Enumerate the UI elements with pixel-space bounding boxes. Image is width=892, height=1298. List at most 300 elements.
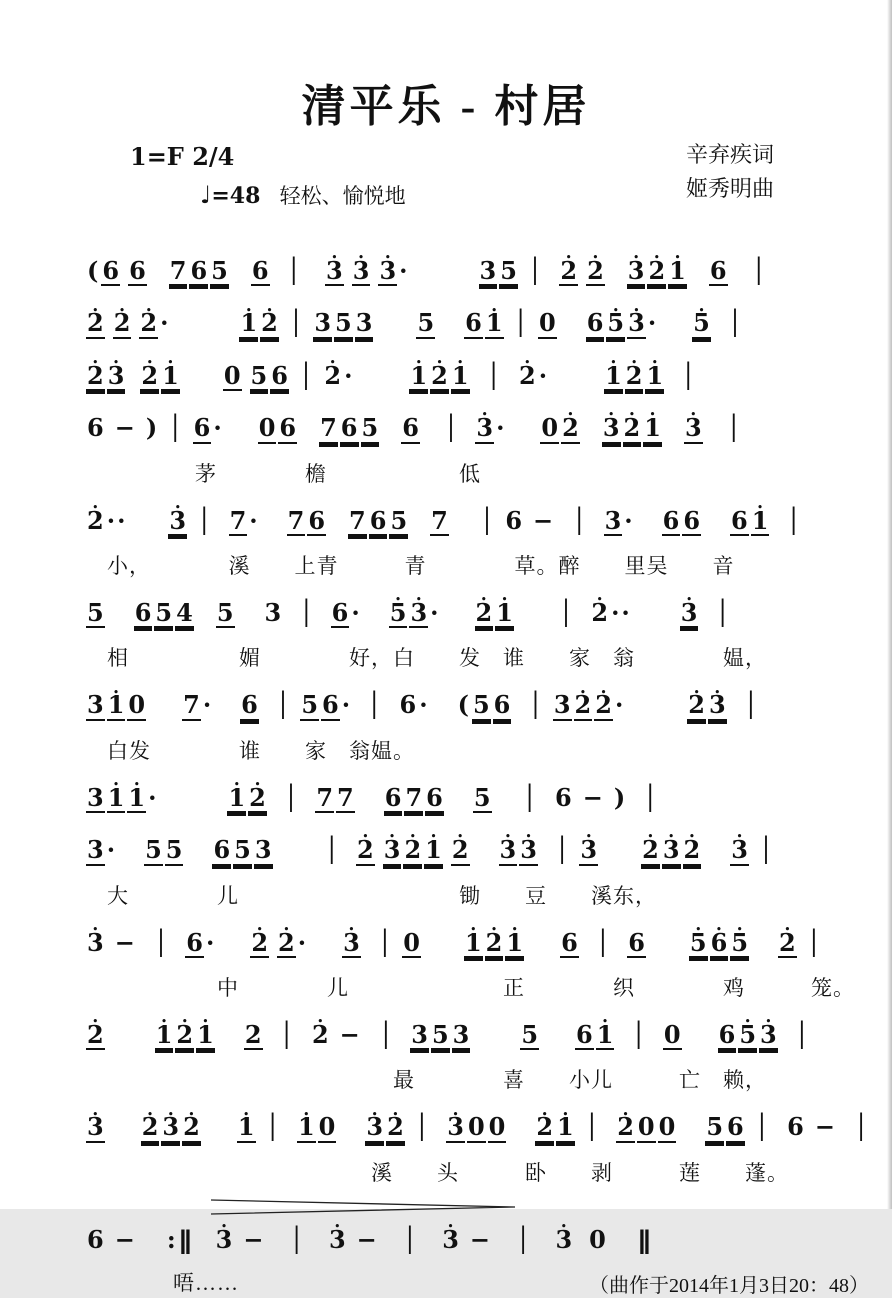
note: 6 — [213, 835, 231, 865]
music-line-11 — [85, 1012, 809, 1058]
note: 7 — [229, 505, 247, 535]
augmentation-dot: · — [205, 927, 215, 957]
note: 7 — [316, 782, 334, 812]
note: 5 — [431, 1019, 449, 1049]
note: 7 — [431, 505, 448, 535]
note: • 2 — [485, 930, 504, 958]
note: • 5 — [692, 310, 711, 338]
augmentation-dot: · — [297, 927, 307, 957]
note: • 2 — [641, 837, 660, 865]
lyrics-text: 中 儿 正 织 鸡 笼。 — [85, 975, 855, 1000]
note: • 3 — [662, 837, 681, 865]
barline: │ — [558, 598, 574, 627]
note: • 2 — [175, 1022, 194, 1050]
note: 3 — [355, 308, 373, 338]
lyrics-line-9 — [85, 880, 809, 910]
note: • 6 — [710, 930, 729, 958]
note: • 2 — [683, 837, 702, 865]
barline: │ — [595, 928, 611, 957]
augmentation-dot: · — [430, 597, 439, 627]
dash: − — [356, 1224, 377, 1254]
music-line-7 — [85, 682, 809, 728]
note: 6 — [331, 597, 349, 627]
note: • 2 — [687, 692, 706, 720]
barline: │ — [726, 414, 742, 443]
barline: │ — [486, 361, 501, 390]
note: • 3 — [680, 600, 699, 628]
barline: │ — [378, 1020, 394, 1049]
note: 7 — [337, 782, 354, 812]
note: 5 — [361, 413, 379, 443]
lyrics-text: 大 儿 锄 豆 溪东， — [85, 883, 657, 908]
note: • 2 — [86, 508, 105, 534]
note: • 2 — [623, 415, 642, 443]
note: 6 — [134, 597, 152, 627]
dash: − — [114, 413, 135, 443]
note: • 3 — [684, 415, 703, 443]
dash: − — [114, 927, 135, 957]
composition-date-note: （曲作于2014年1月3日20：48） — [589, 1275, 869, 1298]
note: • 2 — [86, 310, 105, 338]
augmentation-dot: · — [399, 256, 408, 285]
note: • 1 — [161, 363, 180, 391]
note: • 2 — [311, 1022, 330, 1048]
note: • 3 — [708, 692, 727, 720]
note: • 1 — [485, 310, 504, 338]
note: 5 — [211, 256, 228, 285]
note: 4 — [176, 597, 193, 627]
note: 7 — [349, 505, 366, 535]
note: 5 — [216, 597, 234, 627]
note: • 1 — [127, 785, 146, 813]
barline: │ — [572, 506, 587, 535]
note: • 3 — [759, 1022, 778, 1050]
barline: │ — [283, 783, 299, 812]
note: • 3 — [475, 415, 494, 443]
note: • 3 — [161, 1114, 180, 1142]
rest: 0 — [541, 413, 559, 443]
note: • 2 — [594, 692, 613, 720]
lyrics-text: 唔…… — [85, 1271, 239, 1296]
augmentation-dot: · — [213, 413, 222, 443]
barline: │ — [751, 257, 767, 285]
parenthesis: ( — [457, 690, 469, 720]
barline: │ — [288, 309, 304, 338]
note: • 3 — [579, 837, 598, 865]
note: • 3 — [602, 415, 621, 443]
note: 6 — [426, 782, 443, 812]
decrescendo-hairpin-icon — [205, 1197, 809, 1217]
note: 6 — [399, 690, 417, 720]
augmentation-dot: · — [624, 505, 633, 535]
note: • 1 — [107, 785, 126, 813]
barline: │ — [681, 361, 696, 390]
note: 6 — [662, 505, 680, 535]
rest: 0 — [467, 1112, 485, 1142]
note: 7 — [169, 256, 187, 285]
note: • 2 — [616, 1114, 635, 1142]
lyrics-text: 白发 谁 家 翁媪。 — [85, 738, 415, 763]
note: • 2 — [559, 258, 578, 286]
barline: │ — [643, 783, 658, 812]
tempo-line — [200, 180, 406, 210]
note: 5 — [234, 835, 251, 865]
double-barline: ‖ — [176, 1224, 193, 1254]
note: • 2 — [86, 363, 105, 391]
dash: − — [243, 1224, 264, 1254]
parenthesis: ( — [87, 256, 99, 285]
rest: 0 — [658, 1112, 676, 1142]
music-line-12 — [85, 1104, 869, 1150]
note: 5 — [301, 690, 319, 720]
lyricist-credit: 辛弃疾词 — [685, 142, 774, 167]
note: 6 — [727, 1112, 744, 1142]
dash: − — [114, 1224, 135, 1254]
note: • 1 — [668, 258, 687, 286]
barline: │ — [275, 691, 291, 720]
note: • 3 — [383, 837, 402, 865]
lyrics-line-7 — [85, 735, 809, 765]
music-line-5 — [85, 498, 809, 544]
music-line-2 — [85, 300, 809, 346]
barline: │ — [265, 1113, 280, 1142]
barline: │ — [715, 598, 730, 627]
note: • 2 — [139, 310, 158, 338]
note: • 3 — [328, 1227, 347, 1253]
note: 5 — [521, 1019, 539, 1049]
parenthesis: ) — [145, 413, 158, 443]
augmentation-dot: · — [202, 690, 212, 720]
note: • 3 — [378, 258, 397, 286]
note: 6 — [787, 1112, 804, 1142]
note: 6 — [576, 1019, 593, 1049]
note: 3 — [87, 690, 104, 720]
double-barline: ‖ — [636, 1224, 652, 1254]
note: 6 — [87, 1224, 104, 1254]
barline: │ — [414, 1113, 430, 1142]
note: 3 — [314, 308, 332, 338]
note: 6 — [369, 505, 387, 535]
note: 6 — [384, 782, 402, 812]
note: • 2 — [323, 363, 342, 389]
note: • 2 — [586, 258, 605, 286]
augmentation-dot: · — [106, 835, 116, 865]
barline: │ — [153, 928, 169, 957]
augmentation-dot: · — [106, 505, 116, 535]
composer-credit: 姬秀明曲 — [685, 176, 774, 202]
note: • 2 — [277, 930, 296, 958]
note: 6 — [402, 413, 419, 443]
note: • 1 — [107, 692, 126, 720]
barline: │ — [367, 691, 382, 720]
note: 6 — [340, 413, 358, 443]
note: 6 — [586, 308, 604, 338]
note: • 1 — [464, 930, 483, 958]
note: 6 — [271, 360, 288, 390]
note: 5 — [390, 505, 408, 535]
note: • 1 — [596, 1022, 615, 1050]
repeat-dots: : — [166, 1224, 174, 1254]
rest: 0 — [663, 1019, 681, 1049]
augmentation-dot: · — [148, 782, 157, 812]
note: • 1 — [604, 363, 623, 391]
barline: │ — [402, 1225, 418, 1254]
note: 5 — [87, 597, 104, 627]
barline: │ — [758, 836, 774, 865]
music-line-6 — [85, 590, 809, 636]
credits — [686, 138, 774, 206]
barline: │ — [443, 414, 459, 443]
note: 2 — [244, 1019, 262, 1049]
note: • 3 — [499, 837, 518, 865]
rest: 0 — [403, 927, 420, 957]
note: 6 — [465, 308, 482, 338]
score-meta — [0, 134, 892, 244]
key-signature: 1=F 2/4 — [130, 142, 235, 171]
note: • 3 — [168, 508, 187, 536]
note: 5 — [155, 597, 173, 627]
note: 5 — [250, 360, 268, 390]
lyrics-line-10 — [85, 972, 855, 1002]
note: 6 — [505, 505, 523, 535]
lyrics-line-12 — [85, 1157, 809, 1187]
note: • 1 — [237, 1114, 256, 1142]
note: • 2 — [113, 310, 132, 338]
note: 3 — [87, 782, 104, 812]
barline: │ — [527, 257, 543, 285]
note: • 1 — [556, 1114, 575, 1142]
note: 6 — [322, 690, 339, 720]
note: • 3 — [86, 930, 105, 956]
barline: │ — [168, 414, 183, 443]
barline: │ — [513, 309, 528, 338]
note: • 2 — [475, 600, 494, 628]
note: 5 — [335, 308, 352, 338]
note: • 1 — [645, 363, 664, 391]
note: 6 — [129, 256, 146, 285]
barline: │ — [324, 836, 340, 865]
note: • 2 — [403, 837, 422, 865]
dash: − — [469, 1224, 491, 1254]
note: 5 — [473, 782, 491, 812]
rest: 0 — [128, 690, 146, 720]
note: 6 — [279, 413, 297, 443]
note: • 3 — [627, 310, 646, 338]
note: • 3 — [86, 1114, 105, 1142]
music-line-1 — [85, 248, 809, 294]
note: • 2 — [535, 1114, 554, 1142]
augmentation-dot: · — [621, 597, 630, 627]
barline: │ — [786, 506, 801, 535]
augmentation-dot: · — [647, 308, 657, 338]
barline: │ — [584, 1113, 600, 1142]
barline: │ — [377, 928, 393, 957]
note: • 2 — [574, 692, 593, 720]
lyrics-line-4 — [85, 458, 809, 488]
note: 6 — [731, 505, 748, 535]
barline: │ — [516, 1225, 531, 1254]
music-line-3 — [85, 353, 809, 399]
note: • 1 — [505, 930, 524, 958]
note: • 3 — [365, 1114, 384, 1142]
note: • 2 — [590, 600, 609, 626]
note: • 2 — [356, 837, 375, 865]
barline: │ — [279, 1020, 294, 1049]
note: • 1 — [643, 415, 662, 443]
note: • 2 — [386, 1114, 405, 1142]
note: 3 — [553, 690, 571, 720]
music-line-13 — [85, 1217, 809, 1261]
lyrics-line-5 — [85, 550, 809, 580]
note: • 2 — [451, 837, 470, 865]
rest: 0 — [488, 1112, 506, 1142]
note: • 2 — [430, 363, 449, 391]
note: 6 — [555, 782, 572, 812]
note: • 1 — [239, 310, 258, 338]
quarter-note-icon: ♩ — [200, 181, 212, 209]
music-line-9 — [85, 827, 809, 873]
note: • 2 — [250, 930, 269, 958]
note: • 3 — [554, 1227, 573, 1253]
barline: │ — [743, 691, 759, 720]
note: • 1 — [227, 785, 246, 813]
augmentation-dot: · — [344, 360, 353, 390]
note: 6 — [241, 690, 258, 720]
barline: │ — [289, 1225, 304, 1254]
lyrics-text: 茅 檐 低 — [85, 461, 481, 486]
note: 7 — [405, 782, 423, 812]
barline: │ — [727, 309, 743, 338]
note: 5 — [165, 835, 183, 865]
note: • 5 — [606, 310, 625, 338]
note: • 2 — [647, 258, 666, 286]
note: • 3 — [446, 1114, 465, 1142]
barline: │ — [853, 1113, 869, 1142]
lyrics-text: 最 喜 小儿 亡 赖， — [85, 1068, 767, 1093]
augmentation-dot: · — [117, 505, 126, 535]
music-line-4 — [85, 405, 809, 451]
note: • 2 — [260, 310, 279, 338]
note: • 5 — [389, 600, 408, 628]
note: • 5 — [689, 930, 708, 958]
note: 6 — [186, 927, 203, 957]
note: • 2 — [778, 930, 797, 958]
barline: │ — [528, 691, 543, 720]
note: • 3 — [352, 258, 371, 286]
dash: − — [582, 782, 603, 812]
note: • 2 — [518, 363, 537, 389]
dash: − — [533, 505, 554, 535]
barline: │ — [479, 506, 495, 535]
note: 3 — [264, 597, 282, 627]
note: • 3 — [730, 837, 749, 865]
note: 3 — [254, 835, 272, 865]
rest: 0 — [539, 308, 556, 338]
note: • 3 — [107, 363, 126, 391]
tempo-value: =48 — [211, 183, 261, 209]
barline: │ — [298, 361, 314, 390]
barline: │ — [806, 928, 822, 957]
note: 6 — [493, 690, 511, 720]
note: • 3 — [441, 1227, 460, 1253]
note: • 3 — [409, 600, 428, 628]
augmentation-dot: · — [538, 360, 548, 390]
note: 3 — [604, 505, 622, 535]
note: • 2 — [140, 363, 159, 391]
note: 5 — [500, 256, 517, 285]
rest: 0 — [318, 1112, 336, 1142]
music-line-8 — [85, 775, 809, 821]
note: 6 — [561, 927, 578, 957]
note: • 1 — [424, 837, 443, 865]
barline: │ — [631, 1020, 646, 1049]
dash: − — [814, 1112, 835, 1142]
note: 7 — [320, 413, 337, 443]
barline: │ — [299, 598, 314, 627]
note: • 1 — [409, 363, 428, 391]
note: • 5 — [738, 1022, 757, 1050]
note: 7 — [183, 690, 200, 720]
lyrics-text: 小， 溪 上青 青 草。醉 里吴 音 — [85, 553, 735, 578]
note: 3 — [411, 1019, 428, 1049]
parenthesis: ) — [613, 782, 626, 812]
augmentation-dot: · — [611, 597, 620, 627]
lyrics-text: 溪 头 卧 剥 莲 蓬。 — [85, 1160, 789, 1185]
rest: 0 — [637, 1112, 655, 1142]
note: 6 — [87, 413, 104, 443]
expression-text: 轻松、愉悦地 — [279, 184, 406, 208]
barline: │ — [286, 257, 302, 285]
note: 7 — [287, 505, 305, 535]
note: • 1 — [495, 600, 514, 628]
note: 3 — [479, 256, 497, 285]
rest: 0 — [258, 413, 276, 443]
note: • 3 — [519, 837, 538, 865]
note: 6 — [718, 1019, 736, 1049]
note: 6 — [190, 256, 208, 285]
note: 6 — [709, 256, 727, 285]
note: 6 — [628, 927, 645, 957]
note: • 2 — [86, 1022, 105, 1050]
note: 5 — [706, 1112, 724, 1142]
lyrics-text: 相 媚 好，白 发 谁 家 翁 媪， — [85, 646, 767, 671]
lyrics-line-13 — [85, 1267, 869, 1298]
note: 6 — [102, 256, 120, 285]
note: • 3 — [325, 258, 344, 286]
barline: │ — [522, 783, 537, 812]
note: 6 — [308, 505, 326, 535]
note: 6 — [193, 413, 211, 443]
score — [85, 248, 869, 1298]
barline: │ — [554, 836, 570, 865]
note: • 1 — [451, 363, 470, 391]
note: 5 — [145, 835, 162, 865]
barline: │ — [794, 1020, 810, 1049]
note: • 1 — [297, 1114, 316, 1142]
augmentation-dot: · — [341, 690, 351, 720]
note: 6 — [251, 256, 269, 285]
note: • 2 — [561, 415, 580, 443]
note: • 2 — [248, 785, 267, 813]
lyrics-line-11 — [85, 1064, 809, 1094]
note: 5 — [472, 690, 490, 720]
note: • 3 — [215, 1227, 234, 1253]
augmentation-dot: · — [249, 505, 258, 535]
barline: │ — [754, 1113, 770, 1142]
barline: │ — [197, 506, 212, 535]
augmentation-dot: · — [614, 690, 624, 720]
augmentation-dot: · — [419, 690, 428, 720]
